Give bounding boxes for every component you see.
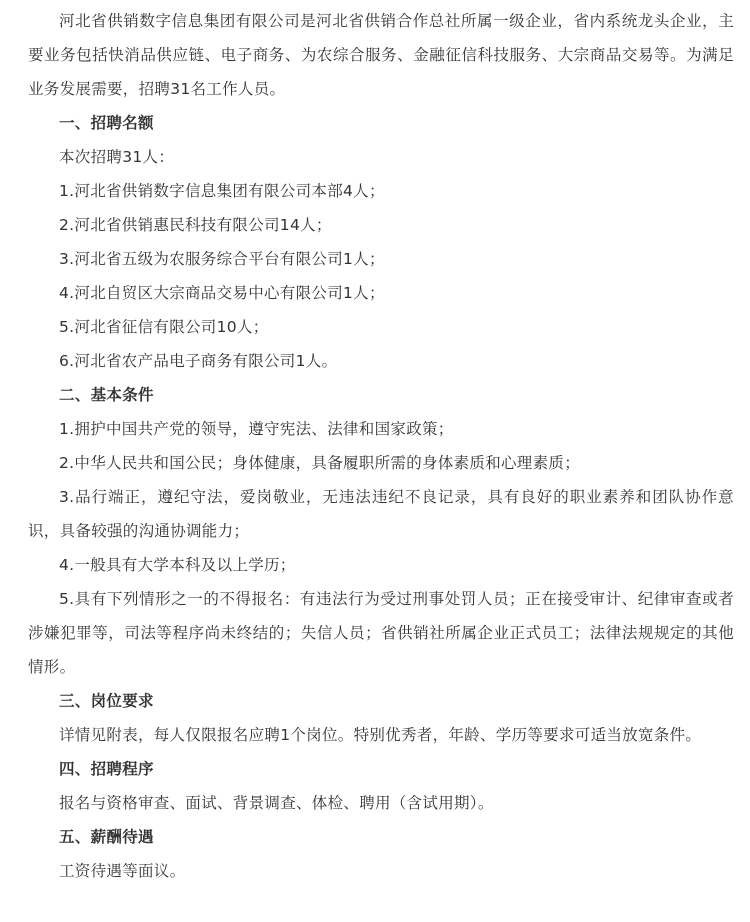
recruitment-procedure-text: 报名与资格审查、面试、背景调查、体检、聘用（含试用期）。	[59, 794, 494, 812]
recruitment-total: 本次招聘31人：	[59, 148, 175, 166]
section-heading-recruitment-procedure: 四、招聘程序	[59, 760, 154, 778]
position-requirements-text: 详情见附表，每人仅限报名应聘1个岗位。特别优秀者，年龄、学历等要求可适当放宽条件。	[59, 726, 702, 744]
section-heading-compensation: 五、薪酬待遇	[59, 828, 154, 846]
list-item: 1.河北省供销数字信息集团有限公司本部4人；	[59, 182, 385, 200]
list-item: 5.具有下列情形之一的不得报名：有违法行为受过刑事处罚人员；正在接受审计、纪律审查或者涉嫌犯罪等，司法等程序尚未终结的；失信人员；省供销社所属企业正式员工；法律法规规定的其他情形。	[28, 590, 734, 676]
list-item: 1.拥护中国共产党的领导，遵守宪法、法律和国家政策；	[59, 420, 454, 438]
list-item: 5.河北省征信有限公司10人；	[59, 318, 269, 336]
list-item: 2.中华人民共和国公民；身体健康，具备履职所需的身体素质和心理素质；	[59, 454, 580, 472]
section-heading-position-requirements: 三、岗位要求	[59, 692, 154, 710]
intro-paragraph: 河北省供销数字信息集团有限公司是河北省供销合作总社所属一级企业，省内系统龙头企业，主要业务包括快消品供应链、电子商务、为农综合服务、金融征信科技服务、大宗商品交易等。为满足业务发展需要，招聘31名工作人员。	[28, 12, 734, 98]
compensation-text: 工资待遇等面议。	[59, 862, 186, 880]
list-item: 4.一般具有大学本科及以上学历；	[59, 556, 296, 574]
list-item: 6.河北省农产品电子商务有限公司1人。	[59, 352, 338, 370]
list-item: 4.河北自贸区大宗商品交易中心有限公司1人；	[59, 284, 385, 302]
section-heading-basic-conditions: 二、基本条件	[59, 386, 154, 404]
section-heading-recruitment-quota: 一、招聘名额	[59, 114, 154, 132]
list-item: 3.河北省五级为农服务综合平台有限公司1人；	[59, 250, 385, 268]
list-item: 2.河北省供销惠民科技有限公司14人；	[59, 216, 332, 234]
list-item: 3.品行端正，遵纪守法，爱岗敬业，无违法违纪不良记录，具有良好的职业素养和团队协作意识，具备较强的沟通协调能力；	[28, 488, 734, 540]
